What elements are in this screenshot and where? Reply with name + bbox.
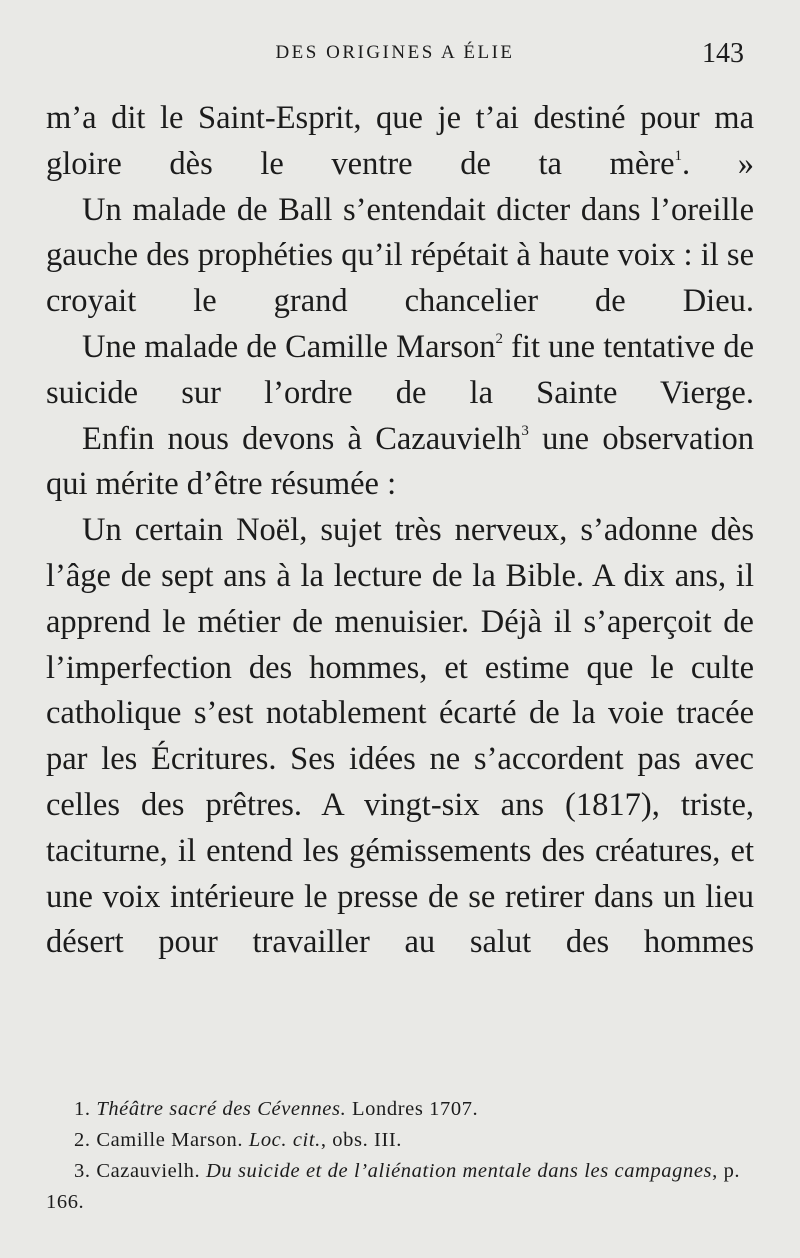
paragraph-4	[46, 417, 754, 509]
paragraph-3-start: Une malade de Camille Marson	[82, 328, 496, 365]
paragraph-4-start: Enfin nous devons à Cazauvielh	[82, 420, 522, 457]
paragraph-1	[46, 96, 754, 188]
footnote-detail: , obs. III.	[320, 1129, 403, 1151]
paragraph-4-end: une observation qui mérite d’être résumée :	[46, 420, 754, 503]
footnote-number: 3.	[74, 1160, 91, 1182]
paragraph-2	[46, 188, 754, 325]
footnote-ref-1: 1	[674, 147, 683, 164]
footnote-1	[46, 1094, 754, 1125]
footnotes	[46, 1094, 754, 1218]
footnote-author: Cazauvielh.	[96, 1160, 206, 1182]
paragraph-3	[46, 325, 754, 417]
footnote-3	[46, 1156, 754, 1218]
footnote-number: 1.	[74, 1098, 91, 1120]
page-header	[46, 38, 744, 74]
footnote-title: Loc. cit.	[248, 1129, 321, 1151]
footnote-number: 2.	[74, 1129, 91, 1151]
body-text	[46, 96, 754, 966]
footnote-author: Camille Marson.	[96, 1129, 249, 1151]
footnote-2	[46, 1125, 754, 1156]
footnote-title: Théâtre sacré des Cévennes.	[96, 1098, 347, 1120]
running-head: DES ORIGINES A ÉLIE	[275, 42, 515, 63]
paragraph-3-end: fit une tentative de suicide sur l’ordre de la Sainte Vierge.	[46, 328, 754, 411]
paragraph-2-text: Un malade de Ball s’entendait dicter dans l’oreille gauche des prophéties qu’il répétait à haute voix : il se croyait le grand chancelier de Dieu.	[46, 191, 754, 320]
paragraph-1-text: m’a dit le Saint-Esprit, que je t’ai destiné pour ma gloire dès le ventre de ta mère	[46, 100, 754, 182]
footnote-detail: , p. 166.	[46, 1160, 741, 1213]
footnote-detail: Londres 1707.	[346, 1098, 479, 1120]
paragraph-1-end: . »	[682, 145, 754, 182]
footnote-title: Du suicide et de l’aliénation mentale dans les campagnes	[205, 1160, 713, 1182]
footnote-ref-2: 2	[495, 330, 503, 347]
page-number: 143	[702, 38, 744, 69]
footnote-ref-3: 3	[521, 422, 529, 439]
paragraph-5-text: Un certain Noël, sujet très nerveux, s’adonne dès l’âge de sept ans à la lecture de la Bible. A dix ans, il apprend le métier de menuisier. Déjà il s’aperçoit de l’imperfection des hommes, et estime que le culte catholique s’est notablement écarté de la voie tracée par les Écritures. Ses idées ne s’accordent pas avec celles des prêtres. A vingt-six ans (1817), triste, taciturne, il entend les gémissements des créatures, et une voix intérieure le presse de se retirer dans un lieu désert pour travailler au salut des hommes	[46, 512, 754, 961]
paragraph-5	[46, 508, 754, 966]
